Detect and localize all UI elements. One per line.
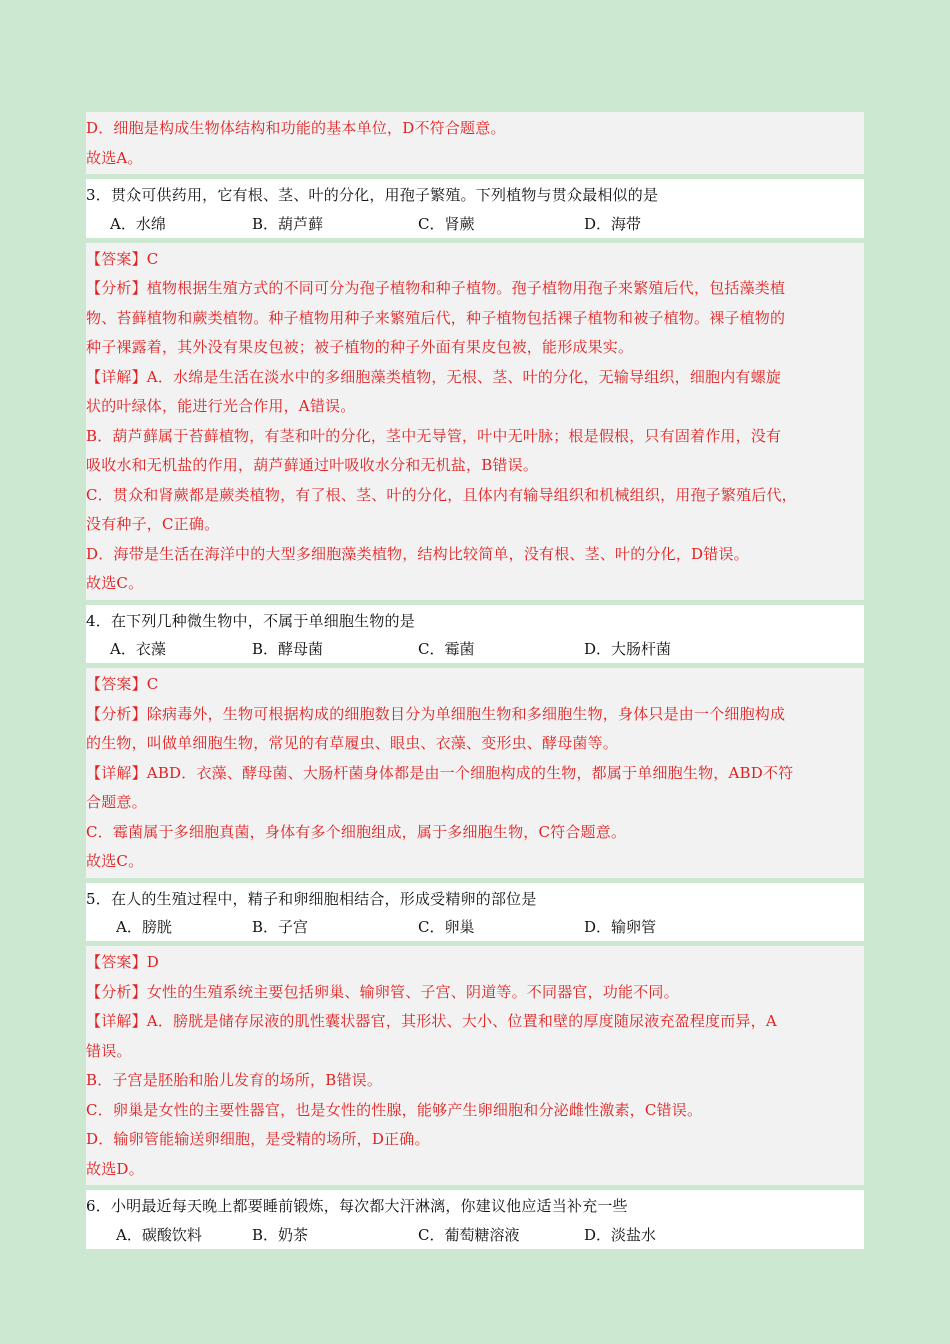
text-line: C．霉菌属于多细胞真菌，身体有多个细胞组成，属于多细胞生物，C符合题意。 xyxy=(86,822,627,841)
text-line: 【分析】女性的生殖系统主要包括卵巢、输卵管、子宫、阴道等。不同器官，功能不同。 xyxy=(86,982,679,1001)
text-line: 【详解】A．水绵是生活在淡水中的多细胞藻类植物，无根、茎、叶的分化，无输导组织，细胞内有螺旋 xyxy=(86,367,782,386)
option-a: A．膀胱 xyxy=(116,918,172,936)
answer-block-q4 xyxy=(86,668,864,878)
text-line: D．细胞是构成生物体结构和功能的基本单位，D不符合题意。 xyxy=(86,119,506,137)
option-a: A．碳酸饮料 xyxy=(116,1225,202,1244)
option-d: D．海带 xyxy=(584,214,642,233)
answer-block-q5 xyxy=(86,946,864,1185)
text-line: 的生物，叫做单细胞生物，常见的有草履虫、眼虫、衣藻、变形虫、酵母菌等。 xyxy=(86,734,619,752)
question-stem: 3．贯众可供药用，它有根、茎、叶的分化，用孢子繁殖。下列植物与贯众最相似的是 xyxy=(86,186,659,204)
text-line: 【答案】C xyxy=(86,675,159,693)
options-row xyxy=(86,636,864,663)
text-line: D．输卵管能输送卵细胞，是受精的场所，D正确。 xyxy=(86,1130,430,1148)
option-c: C．卵巢 xyxy=(418,918,475,936)
question-stem: 6．小明最近每天晚上都要睡前锻炼，每次都大汗淋漓，你建议他应适当补充一些 xyxy=(86,1197,628,1215)
text-line: 没有种子，C正确。 xyxy=(86,515,220,533)
text-line: B．葫芦藓属于苔藓植物，有茎和叶的分化，茎中无导管，叶中无叶脉；根是假根，只有固着作用，没有 xyxy=(86,426,782,445)
options-row xyxy=(86,914,864,941)
option-a: A．衣藻 xyxy=(110,640,166,658)
question-4 xyxy=(86,605,864,664)
question-5 xyxy=(86,883,864,942)
options-row xyxy=(86,211,864,238)
text-line: C．卵巢是女性的主要性器官，也是女性的性腺，能够产生卵细胞和分泌雌性激素，C错误。 xyxy=(86,1100,703,1119)
text-line: 种子裸露着，其外没有果皮包被；被子植物的种子外面有果皮包被，能形成果实。 xyxy=(86,338,634,356)
option-b: B．酵母菌 xyxy=(252,640,324,658)
question-stem: 4．在下列几种微生物中，不属于单细胞生物的是 xyxy=(86,611,415,630)
option-d: D．淡盐水 xyxy=(584,1225,657,1244)
text-line: 状的叶绿体，能进行光合作用，A错误。 xyxy=(86,397,356,415)
option-c: C．霉菌 xyxy=(418,640,475,658)
option-b: B．子宫 xyxy=(252,918,309,936)
text-line: C．贯众和肾蕨都是蕨类植物，有了根、茎、叶的分化，且体内有输导组织和机械组织，用孢子繁殖后代， xyxy=(86,485,797,504)
text-line: 错误。 xyxy=(86,1041,132,1060)
text-line: 吸收水和无机盐的作用，葫芦藓通过叶吸收水分和无机盐，B错误。 xyxy=(86,456,539,474)
option-b: B．奶茶 xyxy=(252,1225,309,1244)
text-line: B．子宫是胚胎和胎儿发育的场所，B错误。 xyxy=(86,1071,383,1089)
answer-block-q3 xyxy=(86,243,864,600)
text-line: D．海带是生活在海洋中的大型多细胞藻类植物，结构比较简单，没有根、茎、叶的分化，D错误。 xyxy=(86,544,749,563)
option-a: A．水绵 xyxy=(110,214,166,233)
option-c: C．肾蕨 xyxy=(418,214,475,233)
text-line: 故选A。 xyxy=(86,148,143,167)
option-d: D．输卵管 xyxy=(584,918,657,936)
text-line: 【答案】C xyxy=(86,249,159,268)
text-line: 【详解】A．膀胱是储存尿液的肌性囊状器官，其形状、大小、位置和壁的厚度随尿液充盈程度而异，A xyxy=(86,1012,777,1030)
text-line: 故选C。 xyxy=(86,852,144,870)
text-line: 故选D。 xyxy=(86,1159,144,1178)
text-line: 物、苔藓植物和蕨类植物。种子植物用种子来繁殖后代，种子植物包括裸子植物和被子植物。裸子植物的 xyxy=(86,308,786,327)
question-6 xyxy=(86,1190,864,1249)
answer-block-q2 xyxy=(86,112,864,174)
text-line: 故选C。 xyxy=(86,574,144,592)
text-line: 合题意。 xyxy=(86,793,147,811)
question-stem: 5．在人的生殖过程中，精子和卵细胞相结合，形成受精卵的部位是 xyxy=(86,889,537,908)
option-c: C．葡萄糖溶液 xyxy=(418,1225,520,1244)
text-line: 【答案】D xyxy=(86,953,160,971)
option-b: B．葫芦藓 xyxy=(252,214,324,233)
text-line: 【分析】植物根据生殖方式的不同可分为孢子植物和种子植物。孢子植物用孢子来繁殖后代，包括藻类植 xyxy=(86,279,786,297)
text-line: 【分析】除病毒外，生物可根据构成的细胞数目分为单细胞生物和多细胞生物，身体只是由一个细胞构成 xyxy=(86,704,786,723)
text-line: 【详解】ABD．衣藻、酵母菌、大肠杆菌身体都是由一个细胞构成的生物，都属于单细胞生物，ABD不符 xyxy=(86,763,794,782)
options-row xyxy=(86,1222,864,1249)
question-3 xyxy=(86,179,864,238)
option-d: D．大肠杆菌 xyxy=(584,640,672,658)
document-page xyxy=(86,112,864,1254)
